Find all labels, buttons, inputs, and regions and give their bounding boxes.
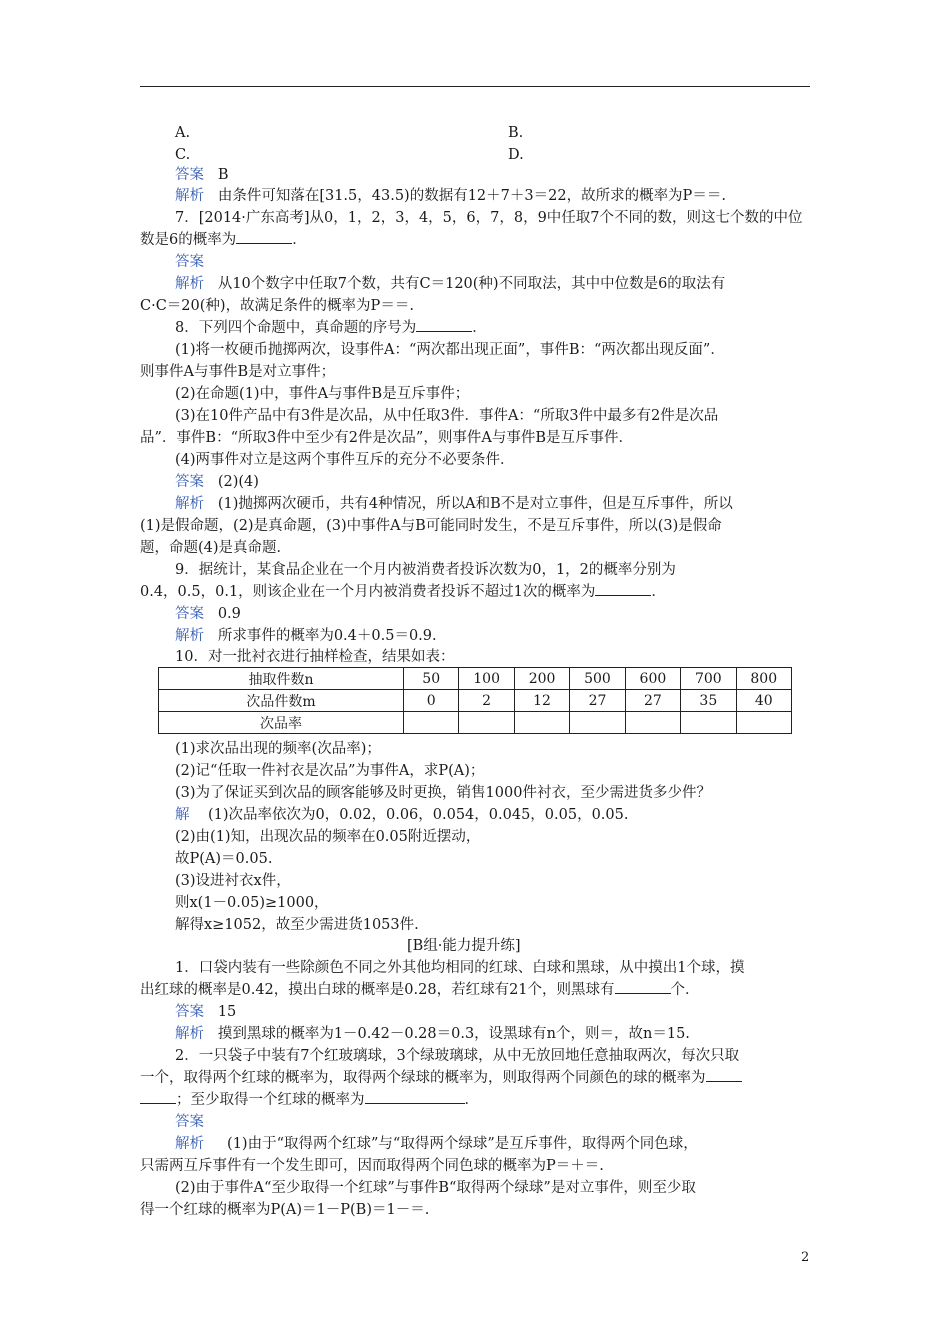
q8-p1-2: 则事件A与事件B是对立事件； [140,364,336,380]
table-cell: 200 [514,668,569,690]
q10-s3: (3)为了保证买到次品的顾客能够及时更换，销售1000件衬衣，至少需进货多少件？ [175,785,711,801]
section-b-heading: [B组·能力提升练] [407,938,521,954]
table-row-n [159,668,792,690]
q8-p3-1: (3)在10件产品中有3件是次品，从中任取3件．事件A：“所取3件中最多有2件是次品 [175,408,719,424]
b2-text-1: 2．一只袋子中装有7个红玻璃球，3个绿玻璃球，从中无放回地任意抽取两次，每次只取 [175,1048,740,1064]
q8-answer-line [175,473,259,491]
table-cell: 600 [625,668,680,690]
q10-sol-line [175,806,628,824]
b1-text-1: 1．口袋内装有一些除颜色不同之外其他均相同的红球、白球和黑球，从中摸出1个球，摸 [175,960,745,976]
table-cell-empty [404,712,459,734]
q8-p2: (2)在命题(1)中，事件A与事件B是互斥事件； [175,386,470,402]
q8-p1-1: (1)将一枚硬币抛掷两次，设事件A：“两次都出现正面”，事件B：“两次都出现反面”． [175,342,725,358]
row-label-n: 抽取件数n [159,668,404,690]
answer-label: 答案 [175,254,204,270]
q7-analysis-line [175,275,725,293]
q9-analysis: 所求事件的概率为0.4＋0.5＝0.9. [217,628,437,644]
q10-s1: (1)求次品出现的频率(次品率)； [175,741,381,757]
answer-label: 答案 [175,1004,204,1020]
b1-analysis-line [175,1025,690,1043]
q10-sol-2: (2)由(1)知，出现次品的频率在0.05附近摆动， [175,829,481,845]
table-cell: 50 [404,668,459,690]
b1-analysis: 摸到黑球的概率为1－0.42－0.28＝0.3，设黑球有n个，则＝，故n＝15. [217,1026,690,1042]
q7-analysis-2: C·C＝20(种)，故满足条件的概率为P＝＝. [140,298,414,314]
answer-label: 答案 [175,606,204,622]
table-cell: 27 [570,690,625,712]
q6-analysis: 由条件可知落在[31.5，43.5)的数据有12＋7＋3＝22，故所求的概率为P＝＝. [217,188,726,204]
q8-analysis-1: (1)抛掷两次硬币，共有4种情况，所以A和B不是对立事件，但是互斥事件，所以 [217,496,733,512]
table-cell-empty [514,712,569,734]
q9-text-1: 9．据统计，某食品企业在一个月内被消费者投诉次数为0，1，2的概率分别为 [175,562,676,578]
table-cell: 700 [681,668,736,690]
table-cell-empty [736,712,791,734]
b2-text-2a: 一个，取得两个红球的概率为，取得两个绿球的概率为，则取得两个同颜色的球的概率为 [140,1070,706,1086]
sample-table [158,667,792,734]
b2-analysis-2: 只需两互斥事件有一个发生即可，因而取得两个同色球的概率为P＝＋＝. [140,1158,604,1174]
b2-answer-line [175,1113,204,1131]
table-cell-empty [570,712,625,734]
q7-text-2a: 数是6的概率为 [140,232,237,248]
table-cell-empty [459,712,514,734]
q10-sol-4: (3)设进衬衣x件， [175,873,291,889]
q9-answer-line [175,605,241,623]
q9-text-2 [140,583,666,601]
answer-blank [365,1091,465,1104]
b1-text-2b: 个． [670,982,700,998]
answer-blank [706,1069,742,1082]
answer-label: 答案 [175,1114,204,1130]
option-a: A. [175,125,191,141]
analysis-label: 解析 [175,1026,204,1042]
analysis-label: 解析 [175,496,204,512]
answer-blank [615,981,671,994]
b1-answer-line [175,1003,236,1021]
table-cell: 27 [625,690,680,712]
q10-sol-3: 故P(A)＝0.05. [175,851,273,867]
solution-label: 解 [175,807,190,823]
b2-text-3 [140,1091,479,1109]
q8-analysis-2: (1)是假命题，(2)是真命题，(3)中事件A与B可能同时发生，不是互斥事件，所以(3)是假命 [140,518,722,534]
page-number: 2 [801,1250,810,1265]
q8-text-a: 8．下列四个命题中，真命题的序号为 [175,320,417,336]
q7-text-2 [140,231,307,249]
table-cell: 0 [404,690,459,712]
table-row-rate [159,712,792,734]
table-cell: 500 [570,668,625,690]
b1-text-2 [140,981,700,999]
analysis-label: 解析 [175,188,204,204]
b1-text-2a: 出红球的概率是0.42，摸出白球的概率是0.28，若红球有21个，则黑球有 [140,982,615,998]
table-cell: 35 [681,690,736,712]
q10-sol-5: 则x(1－0.05)≥1000， [175,895,329,911]
q8-answer: (2)(4) [217,474,259,490]
q9-text-2b: ． [651,584,666,600]
analysis-label: 解析 [175,628,204,644]
b2-text-2 [140,1069,742,1087]
q6-answer: B [217,167,229,183]
q8-p4: (4)两事件对立是这两个事件互斥的充分不必要条件． [175,452,515,468]
table-cell: 100 [459,668,514,690]
table-cell: 12 [514,690,569,712]
analysis-label: 解析 [175,1136,204,1152]
q8-p3-2: 品”．事件B：“所取3件中至少有2件是次品”，则事件A与事件B是互斥事件． [140,430,633,446]
b2-analysis-3: (2)由于事件A“至少取得一个红球”与事件B“取得两个绿球”是对立事件，则至少取 [175,1180,696,1196]
q10-sol-1: (1)次品率依次为0，0.02，0.06，0.054，0.045，0.05，0.05. [207,807,629,823]
q6-answer-line [175,166,228,184]
b2-analysis-4: 得一个红球的概率为P(A)＝1－P(B)＝1－＝. [140,1202,430,1218]
table-cell: 2 [459,690,514,712]
b2-analysis-line [175,1135,698,1153]
answer-blank [416,319,472,332]
row-label-rate: 次品率 [159,712,404,734]
q7-analysis-1: 从10个数字中任取7个数，共有C＝120(种)不同取法，其中中位数是6的取法有 [217,276,726,292]
option-b: B. [508,125,524,141]
q7-text-2b: ． [292,232,307,248]
row-label-m: 次品件数m [159,690,404,712]
table-cell-empty [625,712,680,734]
q8-analysis-line [175,495,733,513]
q8-analysis-3: 题，命题(4)是真命题． [140,540,292,556]
b2-analysis-1: (1)由于“取得两个红球”与“取得两个绿球”是互斥事件，取得两个同色球， [227,1136,698,1152]
table-cell-empty [681,712,736,734]
q9-answer: 0.9 [217,606,241,622]
answer-blank [236,231,292,244]
answer-label: 答案 [175,167,204,183]
option-d: D. [508,147,524,163]
q8-text-b: ． [472,320,487,336]
q9-analysis-line [175,627,437,645]
table-cell: 40 [736,690,791,712]
q8-text [175,319,487,337]
q7-answer-line [175,253,204,271]
b2-text-3a: ；至少取得一个红球的概率为 [176,1092,365,1108]
q6-analysis-line [175,187,726,205]
q7-text-1: 7．[2014·广东高考]从0，1，2，3，4，5，6，7，8，9中任取7个不同的数，则这七个数的中位 [175,210,803,226]
b1-answer: 15 [217,1004,237,1020]
q10-sol-6: 解得x≥1052，故至少需进货1053件. [175,917,419,933]
q10-s2: (2)记“任取一件衬衣是次品”为事件A，求P(A)； [175,763,485,779]
table-cell: 800 [736,668,791,690]
analysis-label: 解析 [175,276,204,292]
q10-text: 10．对一批衬衣进行抽样检查，结果如表： [175,649,455,665]
answer-blank [140,1091,176,1104]
option-c: C. [175,147,191,163]
q9-text-2a: 0.4，0.5，0.1，则该企业在一个月内被消费者投诉不超过1次的概率为 [140,584,596,600]
table-row-m [159,690,792,712]
answer-label: 答案 [175,474,204,490]
b2-text-3b: ． [464,1092,479,1108]
answer-blank [595,583,651,596]
header-rule [140,86,810,87]
